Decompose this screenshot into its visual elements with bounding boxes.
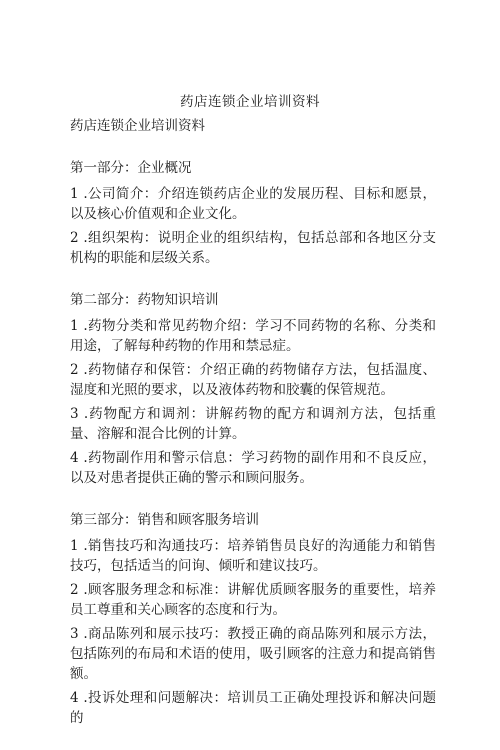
list-item: 3 .商品陈列和展示技巧：教授正确的商品陈列和展示方法，包括陈列的布局和术语的使用，吸引顾客的注意力和提高销售额。	[70, 626, 436, 682]
list-item: 1 .销售技巧和沟通技巧：培养销售员良好的沟通能力和销售技巧，包括适当的问询、倾听和建议技巧。	[70, 538, 436, 574]
section-heading: 第三部分：销售和顾客服务培训	[70, 512, 259, 528]
section-drug-knowledge	[70, 290, 436, 488]
document-body	[70, 116, 436, 750]
page-title: 药店连锁企业培训资料	[180, 94, 320, 110]
list-item: 1 .公司简介：介绍连锁药店企业的发展历程、目标和愿景，以及核心价值观和企业文化。	[70, 186, 436, 222]
list-item: 2 .组织架构：说明企业的组织结构，包括总部和各地区分支机构的职能和层级关系。	[70, 230, 436, 266]
section-sales-service	[70, 510, 436, 728]
list-item: 2 .顾客服务理念和标准：讲解优质顾客服务的重要性，培养员工尊重和关心顾客的态度和行为。	[70, 582, 436, 618]
list-item: 2 .药物储存和保管：介绍正确的药物储存方法，包括温度、湿度和光照的要求，以及液体药物和胶囊的保管规范。	[70, 362, 436, 398]
section-company-overview	[70, 158, 436, 268]
section-heading: 第一部分：企业概况	[70, 160, 192, 176]
section-heading: 第二部分：药物知识培训	[70, 292, 219, 308]
list-item: 3 .药物配方和调剂：讲解药物的配方和调剂方法，包括重量、溶解和混合比例的计算。	[70, 406, 436, 442]
list-item: 4 .投诉处理和问题解决：培训员工正确处理投诉和解决问题的	[70, 690, 436, 726]
document-subtitle: 药店连锁企业培训资料	[70, 118, 205, 134]
list-item: 1 .药物分类和常见药物介绍：学习不同药物的名称、分类和用途，了解每种药物的作用和禁忌症。	[70, 318, 436, 354]
list-item: 4 .药物副作用和警示信息：学习药物的副作用和不良反应，以及对患者提供正确的警示和顾问服务。	[70, 450, 436, 486]
